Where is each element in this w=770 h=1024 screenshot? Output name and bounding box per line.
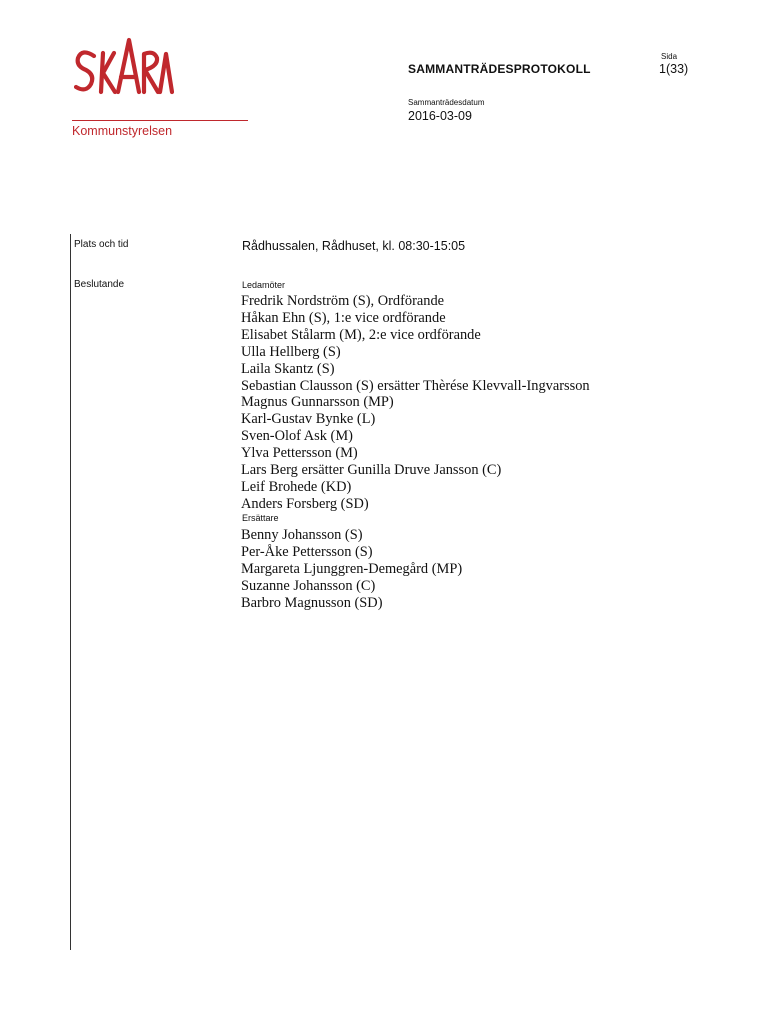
list-item: Margareta Ljunggren-Demegård (MP) xyxy=(241,560,463,577)
list-item: Anders Forsberg (SD) xyxy=(241,495,369,512)
list-item: Leif Brohede (KD) xyxy=(241,478,352,495)
skara-logo xyxy=(74,36,174,96)
page-label: Sida xyxy=(661,52,678,61)
organization-name: Kommunstyrelsen xyxy=(72,124,173,138)
meeting-date-label: Sammanträdesdatum xyxy=(408,98,485,107)
list-item: Suzanne Johansson (C) xyxy=(241,577,376,594)
list-item: Sven-Olof Ask (M) xyxy=(241,428,353,445)
margin-rule xyxy=(70,234,71,950)
page-number: 1(33) xyxy=(659,62,689,76)
deciding-label: Beslutande xyxy=(74,279,125,290)
list-item: Lars Berg ersätter Gunilla Druve Jansson (C) xyxy=(241,462,502,479)
members-list xyxy=(241,293,590,513)
list-item: Ylva Pettersson (M) xyxy=(241,445,358,462)
substitutes-list xyxy=(241,527,462,612)
list-item: Sebastian Clausson (S) ersätter Thèrése Klevvall-Ingvarsson xyxy=(241,377,590,394)
list-item: Barbro Magnusson (SD) xyxy=(241,594,383,611)
document-title: SAMMANTRÄDESPROTOKOLL xyxy=(408,62,591,76)
list-item: Laila Skantz (S) xyxy=(241,360,335,377)
list-item: Ulla Hellberg (S) xyxy=(241,343,341,360)
list-item: Håkan Ehn (S), 1:e vice ordförande xyxy=(241,309,446,326)
meeting-date: 2016-03-09 xyxy=(408,109,472,123)
list-item: Karl-Gustav Bynke (L) xyxy=(241,411,376,428)
list-item: Magnus Gunnarsson (MP) xyxy=(241,394,394,411)
substitutes-label: Ersättare xyxy=(242,513,279,523)
place-value: Rådhussalen, Rådhuset, kl. 08:30-15:05 xyxy=(242,239,466,253)
place-label: Plats och tid xyxy=(74,239,129,250)
list-item: Fredrik Nordström (S), Ordförande xyxy=(241,293,445,309)
list-item: Elisabet Stålarm (M), 2:e vice ordförande xyxy=(241,326,481,343)
members-label: Ledamöter xyxy=(242,280,286,290)
list-item: Per-Åke Pettersson (S) xyxy=(241,543,373,560)
logo-divider xyxy=(72,120,248,121)
list-item: Benny Johansson (S) xyxy=(241,527,363,543)
